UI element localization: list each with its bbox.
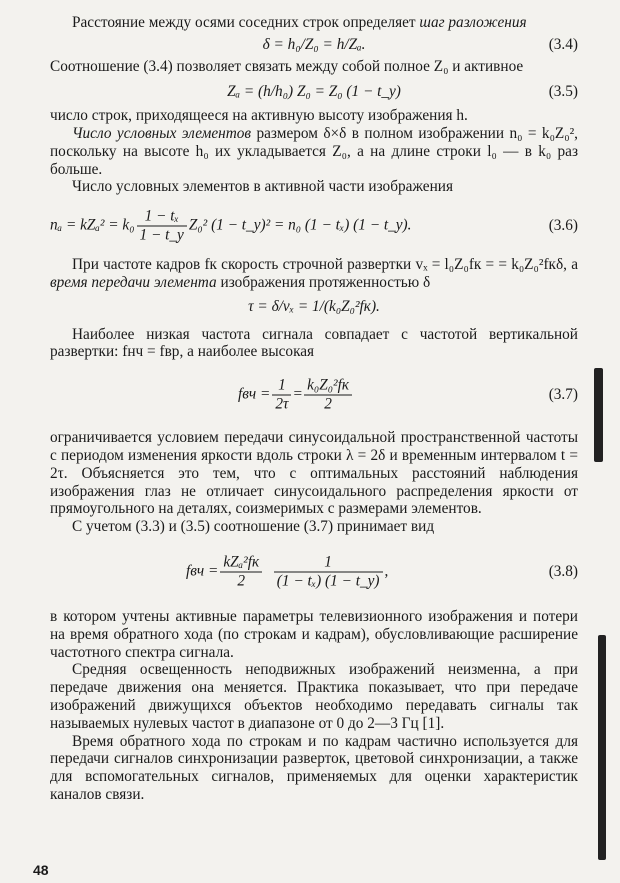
equation-number: (3.5) [548, 83, 578, 101]
text: При частоте кадров fк скорость строчной развертки vₓ = l₀Z₀fк = = k₀Z₀²fкδ, а [72, 256, 578, 274]
eq-fraction [272, 378, 291, 413]
text: размером δ×δ в полном изображении n₀ = k₀Z₀², поскольку на высоте h₀ их укладывается Z₀, а на длине строки l₀ — в k₀ раз больше. [50, 124, 578, 178]
scan-artifact [598, 635, 606, 860]
paragraph-lines: число строк, приходящееся на активную высоту изображения h. [50, 107, 468, 125]
numerator: 1 [274, 554, 383, 572]
eq-equals: = [293, 385, 303, 403]
term-italic: шаг разложения [419, 14, 527, 31]
equation-3-4 [50, 36, 578, 54]
equation-body [238, 378, 354, 413]
denominator: 2 [237, 572, 246, 590]
eq-lhs: fвч = [238, 385, 271, 403]
eq-fraction [304, 378, 352, 413]
paragraph-step [50, 14, 578, 32]
text: Расстояние между осями соседних строк определяет [72, 14, 420, 31]
page-number: 48 [33, 862, 49, 878]
equation-3-7 [50, 365, 578, 425]
equation-body [50, 209, 411, 244]
equation-body [186, 554, 388, 589]
paragraph-elements [50, 125, 578, 178]
page-body [50, 14, 578, 804]
numerator: 1 − tₓ [137, 209, 187, 227]
eq-rhs: Z₀² (1 − t_y)² = n₀ (1 − tₓ) (1 − t_y). [188, 216, 412, 234]
numerator: 1 [272, 378, 291, 396]
paragraph-frame-rate [50, 256, 578, 292]
paragraph-considering: С учетом (3.3) и (3.5) соотношение (3.7) принимает вид [72, 518, 435, 536]
equation-3-5 [50, 83, 578, 101]
equation-body: Zₐ = (h/h₀) Z₀ = Z₀ (1 − t_y) [227, 83, 401, 101]
equation-3-6 [50, 200, 578, 252]
equation-body: δ = h₀/Z₀ = h/Zₐ. [262, 35, 366, 53]
paragraph-accounted: в котором учтены активные параметры телевизионного изображения и потери на время обратного хода (по строкам и кадрам), обусловливающие расширение частотного спектра сигнала. [50, 607, 578, 661]
denominator: 2τ [275, 395, 289, 413]
equation-number: (3.7) [548, 386, 578, 404]
eq-fraction [220, 554, 262, 589]
equation-tau [50, 298, 578, 316]
paragraph-active-elements: Число условных элементов в активной части изображения [72, 178, 453, 196]
denominator: (1 − tₓ) (1 − t_y) [276, 572, 380, 590]
scan-artifact [594, 368, 603, 462]
eq-lhs: fвч = [186, 562, 219, 580]
paragraph-ratio: Соотношение (3.4) позволяет связать между собой полное Z₀ и активное [50, 57, 524, 75]
eq-lhs: nₐ = kZₐ² = k₀ [50, 216, 135, 234]
equation-number: (3.6) [548, 217, 578, 235]
numerator: kZₐ²fк [220, 554, 262, 572]
equation-3-8 [50, 540, 578, 604]
eq-fraction [274, 554, 383, 589]
paragraph-condition: ограничивается условием передачи синусоидальной пространственной частоты с периодом изменения яркости вдоль строки λ = 2δ и временным интервалом t = 2τ. Объясняется это тем, что с оптимальных расстояний наблюдения изображения глаз не отличает синусоидального распределения яркости от прямоугольного на деталях, соизмеримых с размерами элементов. [50, 429, 578, 518]
paragraph-illumination: Средняя освещенность неподвижных изображений неизменна, а при передаче движения она меняется. Практика показывает, что при передаче изображений движущихся объектов необходимо передавать сигналы так называемых нулевых частот в диапазоне от 0 до 2—3 Гц [1]. [50, 661, 578, 732]
eq-fraction [137, 209, 187, 244]
term-italic: Число условных элементов [72, 124, 252, 142]
paragraph-frequency: Наиболее низкая частота сигнала совпадает с частотой вертикальной развертки: fнч = fвр, а наиболее высокая [50, 325, 578, 361]
term-italic: время передачи элемента [50, 273, 217, 291]
paragraph-retrace: Время обратного хода по строкам и по кадрам частично используется для передачи сигналов синхронизации разверток, цветовой синхронизации, а также для вспомогательных сигналов, применяемых для оценки характеристик каналов связи. [50, 732, 578, 803]
numerator: k₀Z₀²fк [304, 378, 352, 396]
eq-comma: , [384, 562, 389, 580]
text: изображения протяженностью δ [216, 273, 431, 291]
equation-body: τ = δ/vₓ = 1/(k₀Z₀²fк). [248, 297, 380, 315]
equation-number: (3.8) [548, 563, 578, 581]
denominator: 1 − t_y [139, 226, 184, 244]
equation-number: (3.4) [548, 35, 578, 53]
denominator: 2 [324, 395, 332, 413]
